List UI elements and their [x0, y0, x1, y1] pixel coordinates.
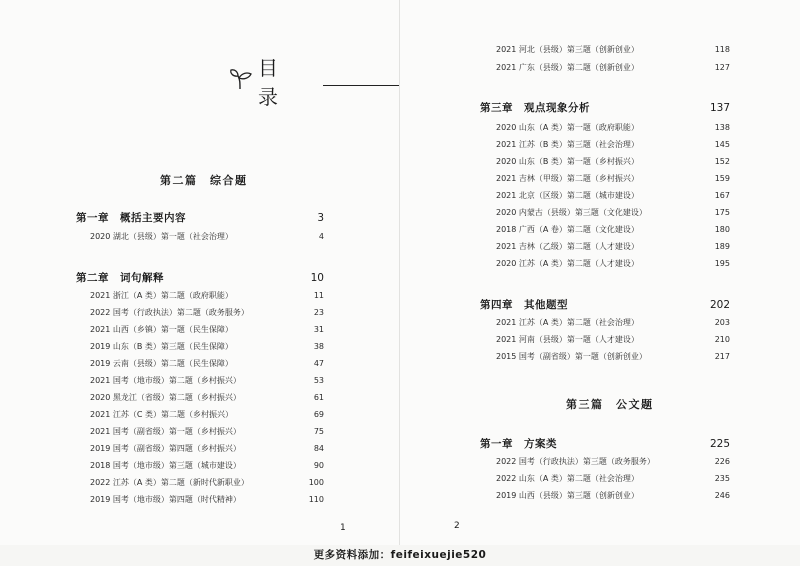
chapter-title: 第四章 其他题型 — [480, 299, 568, 311]
toc-entry[interactable] — [90, 290, 324, 301]
chapter-page: 3 — [317, 212, 324, 224]
toc-entry[interactable] — [90, 443, 324, 454]
toc-entry[interactable] — [90, 375, 324, 386]
chapter-page: 10 — [310, 272, 324, 284]
entry-text: 2021 河南（县级）第一题（人才建设） — [496, 335, 639, 344]
toc-entry[interactable] — [90, 307, 324, 318]
chapter-heading[interactable] — [76, 270, 324, 285]
entry-text: 2021 吉林（乙级）第二题（人才建设） — [496, 242, 639, 251]
toc-entry[interactable] — [496, 317, 730, 328]
entry-page: 210 — [714, 335, 730, 344]
toc-entry[interactable] — [90, 341, 324, 352]
entry-page: 235 — [714, 474, 730, 483]
left-page — [0, 0, 400, 545]
chapter-page: 202 — [709, 299, 730, 311]
chapter-title: 第一章 概括主要内容 — [76, 212, 186, 224]
toc-entry[interactable] — [496, 456, 730, 467]
entry-page: 145 — [714, 140, 730, 149]
entry-text: 2022 山东（A 类）第二题（社会治理） — [496, 474, 639, 483]
chapter-title: 第三章 观点现象分析 — [480, 102, 590, 114]
toc-entry[interactable] — [496, 334, 730, 345]
entry-text: 2021 国考（地市级）第二题（乡村振兴） — [90, 376, 241, 385]
entry-page: 4 — [318, 232, 324, 241]
entry-page: 23 — [313, 308, 324, 317]
toc-entry[interactable] — [90, 477, 324, 488]
entry-text: 2019 山西（县级）第三题（创新创业） — [496, 491, 639, 500]
page-number: 1 — [340, 523, 346, 533]
entry-text: 2022 江苏（A 类）第二题（新时代新职业） — [90, 478, 249, 487]
entry-page: 11 — [313, 291, 324, 300]
title-underline — [323, 85, 400, 86]
entry-page: 110 — [308, 495, 324, 504]
entry-page: 61 — [313, 393, 324, 402]
toc-entry[interactable] — [496, 156, 730, 167]
chapter-page: 225 — [709, 438, 730, 450]
entry-page: 152 — [714, 157, 730, 166]
entry-text: 2015 国考（副省级）第一题（创新创业） — [496, 352, 647, 361]
entry-text: 2019 山东（B 类）第三题（民生保障） — [90, 342, 233, 351]
entry-page: 53 — [313, 376, 324, 385]
chapter-heading[interactable] — [480, 297, 730, 312]
toc-entry[interactable] — [90, 324, 324, 335]
toc-entry[interactable] — [496, 258, 730, 269]
entry-page: 180 — [714, 225, 730, 234]
toc-entry[interactable] — [90, 460, 324, 471]
toc-entry[interactable] — [90, 358, 324, 369]
entry-text: 2021 河北（县级）第三题（创新创业） — [496, 45, 639, 54]
toc-entry[interactable] — [496, 490, 730, 501]
entry-page: 217 — [714, 352, 730, 361]
chapter-heading[interactable] — [480, 436, 730, 451]
toc-entry[interactable] — [90, 426, 324, 437]
entry-text: 2021 山西（乡镇）第一题（民生保障） — [90, 325, 233, 334]
part-title: 第三篇 公文题 — [566, 398, 654, 411]
entry-page: 159 — [714, 174, 730, 183]
toc-entry[interactable] — [496, 241, 730, 252]
entry-text: 2021 江苏（A 类）第二题（社会治理） — [496, 318, 639, 327]
entry-page: 127 — [714, 63, 730, 72]
toc-entry[interactable] — [496, 122, 730, 133]
toc-entry[interactable] — [496, 139, 730, 150]
entry-page: 175 — [714, 208, 730, 217]
entry-text: 2021 吉林（甲级）第二题（乡村振兴） — [496, 174, 639, 183]
entry-text: 2019 云南（县级）第二题（民生保障） — [90, 359, 233, 368]
entry-text: 2019 国考（地市级）第四题（时代精神） — [90, 495, 241, 504]
right-page — [400, 0, 800, 545]
entry-text: 2021 北京（区级）第二题（城市建设） — [496, 191, 639, 200]
toc-entry[interactable] — [496, 207, 730, 218]
entry-page: 90 — [313, 461, 324, 470]
entry-text: 2021 江苏（B 类）第三题（社会治理） — [496, 140, 639, 149]
toc-title — [228, 52, 400, 110]
entry-text: 2018 国考（地市级）第三题（城市建设） — [90, 461, 241, 470]
entry-text: 2018 广西（A 卷）第二题（文化建设） — [496, 225, 639, 234]
chapter-title: 第二章 词句解释 — [76, 272, 164, 284]
entry-page: 118 — [714, 45, 730, 54]
entry-page: 31 — [313, 325, 324, 334]
page-number: 2 — [454, 521, 460, 531]
entry-text: 2020 湖北（县级）第一题（社会治理） — [90, 232, 233, 241]
toc-entry[interactable] — [496, 173, 730, 184]
entry-page: 47 — [313, 359, 324, 368]
footer-text: 更多资料添加：feifeixuejie520 — [313, 549, 487, 561]
toc-entry[interactable] — [496, 224, 730, 235]
entry-text: 2021 浙江（A 类）第二题（政府职能） — [90, 291, 233, 300]
entry-page: 69 — [313, 410, 324, 419]
chapter-heading[interactable] — [76, 210, 324, 225]
entry-text: 2022 国考（行政执法）第三题（政务服务） — [496, 457, 655, 466]
part-title: 第二篇 综合题 — [160, 174, 248, 187]
entry-text: 2021 广东（县级）第二题（创新创业） — [496, 63, 639, 72]
entry-page: 138 — [714, 123, 730, 132]
toc-entry[interactable] — [496, 62, 730, 73]
toc-entry[interactable] — [90, 494, 324, 505]
entry-text: 2019 国考（副省级）第四题（乡村振兴） — [90, 444, 241, 453]
entry-text: 2020 黑龙江（省级）第二题（乡村振兴） — [90, 393, 241, 402]
chapter-page: 137 — [709, 102, 730, 114]
entry-text: 2020 山东（B 类）第一题（乡村振兴） — [496, 157, 639, 166]
entry-page: 100 — [308, 478, 324, 487]
entry-text: 2020 内蒙古（县级）第三题（文化建设） — [496, 208, 647, 217]
toc-entry[interactable] — [496, 190, 730, 201]
toc-entry[interactable] — [496, 473, 730, 484]
chapter-heading[interactable] — [480, 100, 730, 115]
toc-entry[interactable] — [90, 392, 324, 403]
entry-text: 2022 国考（行政执法）第二题（政务服务） — [90, 308, 249, 317]
toc-entry[interactable] — [90, 231, 324, 242]
entry-page: 189 — [714, 242, 730, 251]
entry-page: 246 — [714, 491, 730, 500]
chapter-title: 第一章 方案类 — [480, 438, 557, 450]
entry-page: 167 — [714, 191, 730, 200]
entry-page: 84 — [313, 444, 324, 453]
toc-entry[interactable] — [496, 351, 730, 362]
toc-title-text: 目 录 — [258, 56, 284, 109]
entry-page: 195 — [714, 259, 730, 268]
toc-entry[interactable] — [90, 409, 324, 420]
entry-text: 2021 江苏（C 类）第二题（乡村振兴） — [90, 410, 234, 419]
entry-page: 38 — [313, 342, 324, 351]
entry-text: 2021 国考（副省级）第一题（乡村振兴） — [90, 427, 241, 436]
sprout-icon — [228, 68, 254, 94]
entry-text: 2020 江苏（A 类）第二题（人才建设） — [496, 259, 639, 268]
entry-page: 226 — [714, 457, 730, 466]
entry-text: 2020 山东（A 类）第一题（政府职能） — [496, 123, 639, 132]
entry-page: 203 — [714, 318, 730, 327]
toc-entry[interactable] — [496, 44, 730, 55]
entry-page: 75 — [313, 427, 324, 436]
